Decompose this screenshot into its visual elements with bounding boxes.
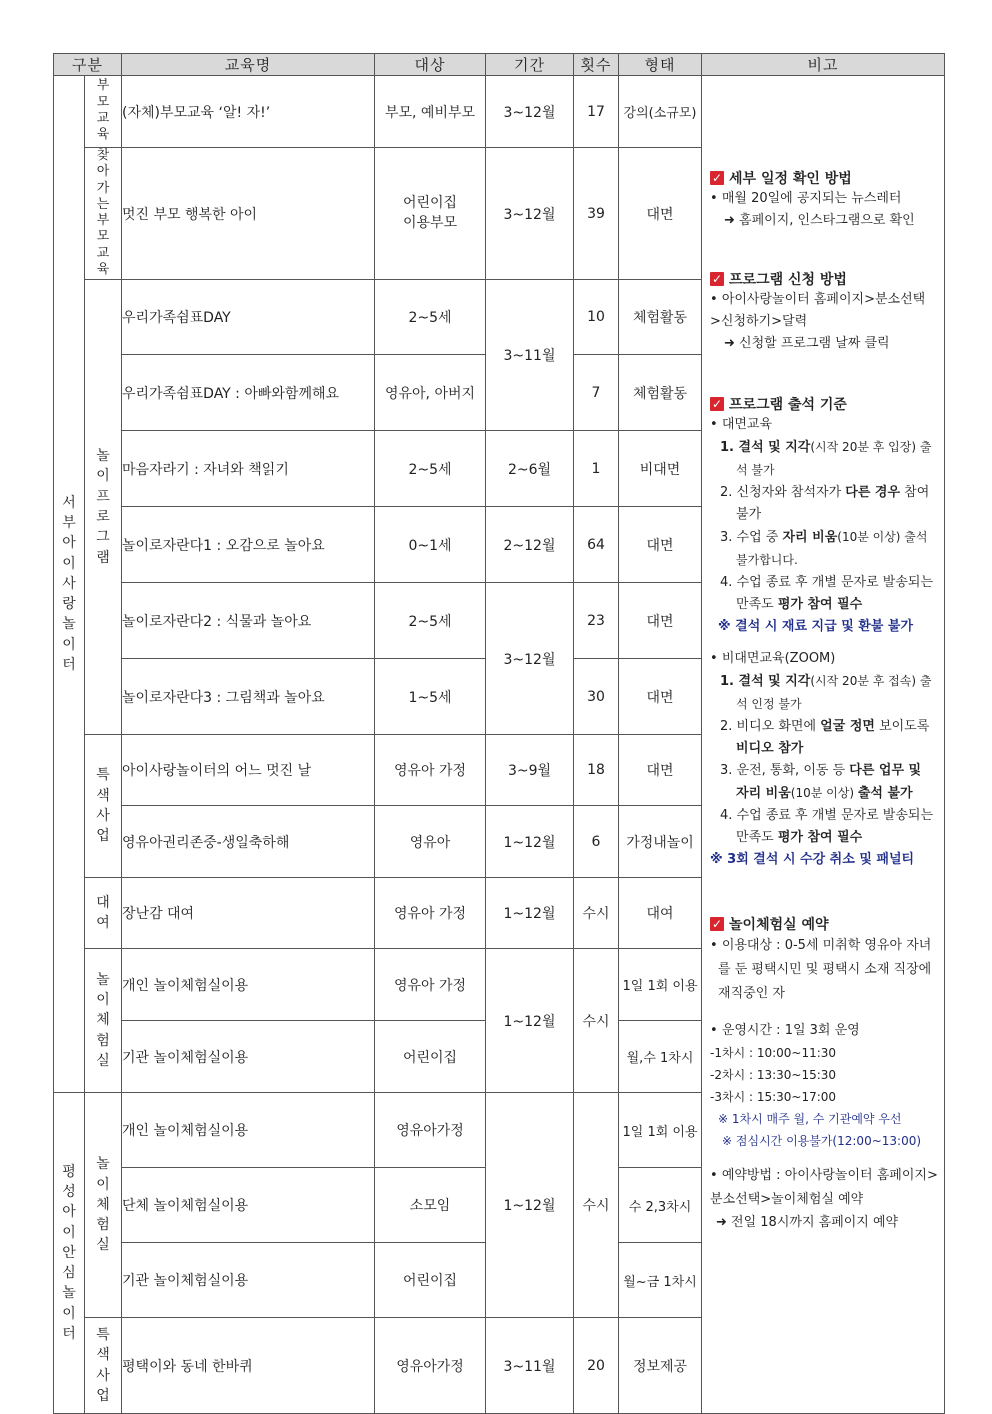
- row-count: 6: [574, 806, 619, 878]
- row-type: 월,수 1차시: [619, 1021, 702, 1093]
- row-count: 30: [574, 659, 619, 735]
- row-name: 우리가족쉼표DAY: [122, 280, 375, 355]
- warning-line: ※ 결석 시 재료 지급 및 환불 불가: [718, 619, 914, 634]
- note-line: -3차시 : 15:30~17:00: [710, 1090, 837, 1104]
- notes-cell: [702, 76, 945, 1414]
- row-type: 강의(소규모): [619, 76, 702, 148]
- note-line: • 이용대상 : 0-5세 미취학 영유아 자녀를 둔 평택시민 및 평택시 소재 직장에 재직중인 자: [710, 938, 932, 1001]
- table-row: [54, 76, 945, 148]
- subgroup-visiting-edu: 찾아가는부모교육: [85, 148, 122, 280]
- row-name: 개인 놀이체험실이용: [122, 1093, 375, 1168]
- notes-section-playroom: [710, 914, 938, 1234]
- row-count: 10: [574, 280, 619, 355]
- row-name: 영유아권리존중-생일축하해: [122, 806, 375, 878]
- row-type: 정보제공: [619, 1318, 702, 1414]
- row-target: 영유아가정: [375, 1318, 486, 1414]
- section-title: 놀이체험실 예약: [729, 917, 829, 933]
- row-period: 3~12월: [486, 148, 574, 280]
- note-line: • 아이사랑놀이터 홈페이지>분소선택: [710, 292, 926, 307]
- row-type: 체험활동: [619, 280, 702, 355]
- row-type: 대면: [619, 507, 702, 583]
- row-type: 대면: [619, 659, 702, 735]
- row-name: 우리가족쉼표DAY : 아빠와함께해요: [122, 355, 375, 431]
- row-name: (자체)부모교육 ‘알! 자!’: [122, 76, 375, 148]
- row-target: 2~5세: [375, 280, 486, 355]
- group-pyeongseong: 평성아이안심놀이터: [54, 1093, 85, 1414]
- row-type: 체험활동: [619, 355, 702, 431]
- check-icon: ✓: [711, 272, 723, 286]
- row-period: 1~12월: [486, 878, 574, 949]
- note-line: • 예약방법 : 아이사랑놀이터 홈페이지>분소선택>놀이체험실 예약: [710, 1168, 938, 1207]
- row-target: 소모임: [375, 1168, 486, 1243]
- note-line: ➜ 홈페이지, 인스타그램으로 확인: [724, 213, 915, 228]
- section-title: 프로그램 출석 기준: [729, 397, 847, 413]
- check-icon: ✓: [711, 917, 723, 931]
- row-target: 어린이집: [375, 1021, 486, 1093]
- section-title: 프로그램 신청 방법: [729, 272, 847, 288]
- row-target: 0~1세: [375, 507, 486, 583]
- row-name: 놀이로자란다3 : 그림책과 놀아요: [122, 659, 375, 735]
- header-count: 횟수: [574, 54, 619, 76]
- note-line: • 비대면교육(ZOOM): [710, 651, 836, 666]
- header-target: 대상: [375, 54, 486, 76]
- row-target: 영유아: [375, 806, 486, 878]
- notes-section-apply: [710, 269, 925, 355]
- notes-section-schedule: [710, 168, 915, 232]
- row-period: 1~12월: [486, 1093, 574, 1318]
- header-period: 기간: [486, 54, 574, 76]
- row-type: 대면: [619, 583, 702, 659]
- row-period: 2~6월: [486, 431, 574, 507]
- row-name: 기관 놀이체험실이용: [122, 1021, 375, 1093]
- header-row: [54, 54, 945, 76]
- subgroup-play-room-2: 놀이체험실: [85, 1093, 122, 1318]
- note-line: -1차시 : 10:00~11:30: [710, 1046, 837, 1060]
- note-line: ➜ 전일 18시까지 홈페이지 예약: [716, 1215, 899, 1230]
- row-count: 20: [574, 1318, 619, 1414]
- check-icon: ✓: [711, 397, 723, 411]
- row-count: 64: [574, 507, 619, 583]
- row-name: 평택이와 동네 한바퀴: [122, 1318, 375, 1414]
- row-period: 3~9월: [486, 735, 574, 806]
- check-icon: ✓: [711, 171, 723, 185]
- row-target: 영유아, 아버지: [375, 355, 486, 431]
- row-count: 18: [574, 735, 619, 806]
- row-period: 2~12월: [486, 507, 574, 583]
- subgroup-special-2: 특색사업: [85, 1318, 122, 1414]
- row-period: 1~12월: [486, 949, 574, 1093]
- row-count: 39: [574, 148, 619, 280]
- header-type: 형태: [619, 54, 702, 76]
- row-type: 월~금 1차시: [619, 1243, 702, 1318]
- row-count: 7: [574, 355, 619, 431]
- section-title: 세부 일정 확인 방법: [729, 171, 852, 187]
- row-name: 마음자라기 : 자녀와 책읽기: [122, 431, 375, 507]
- row-target: 부모, 예비부모: [375, 76, 486, 148]
- header-notes: 비고: [702, 54, 945, 76]
- row-target: 2~5세: [375, 583, 486, 659]
- subgroup-rental: 대여: [85, 878, 122, 949]
- row-period: 3~12월: [486, 76, 574, 148]
- row-count: 17: [574, 76, 619, 148]
- row-target: 영유아가정: [375, 1093, 486, 1168]
- note-line: • 운영시간 : 1일 3회 운영: [710, 1023, 860, 1038]
- row-count: 1: [574, 431, 619, 507]
- row-count: 23: [574, 583, 619, 659]
- header-category: 구분: [54, 54, 122, 76]
- row-type: 수 2,3차시: [619, 1168, 702, 1243]
- row-period: 3~12월: [486, 583, 574, 735]
- row-target: 영유아 가정: [375, 949, 486, 1021]
- row-name: 놀이로자란다1 : 오감으로 놀아요: [122, 507, 375, 583]
- row-type: 대면: [619, 148, 702, 280]
- row-type: 1일 1회 이용: [619, 1093, 702, 1168]
- row-count: 수시: [574, 878, 619, 949]
- row-period: 3~11월: [486, 1318, 574, 1414]
- row-target: 1~5세: [375, 659, 486, 735]
- row-name: 단체 놀이체험실이용: [122, 1168, 375, 1243]
- row-name: 아이사랑놀이터의 어느 멋진 날: [122, 735, 375, 806]
- row-count: 수시: [574, 949, 619, 1093]
- note-line: >신청하기>달력: [710, 314, 808, 329]
- row-target: 영유아 가정: [375, 878, 486, 949]
- row-name: 놀이로자란다2 : 식물과 놀아요: [122, 583, 375, 659]
- row-target: 어린이집: [375, 1243, 486, 1318]
- subgroup-parent-edu: 부모교육: [85, 76, 122, 148]
- warning-line: ※ 1차시 매주 월, 수 기관예약 우선: [718, 1112, 902, 1126]
- row-type: 가정내놀이: [619, 806, 702, 878]
- note-line: • 매월 20일에 공지되는 뉴스레터: [710, 191, 902, 206]
- warning-line: ※ 점심시간 이용불가(12:00~13:00): [722, 1134, 922, 1148]
- row-period: 1~12월: [486, 806, 574, 878]
- row-type: 대면: [619, 735, 702, 806]
- subgroup-special: 특색사업: [85, 735, 122, 878]
- row-count: 수시: [574, 1093, 619, 1318]
- header-name: 교육명: [122, 54, 375, 76]
- subgroup-play-program: 놀이프로그램: [85, 280, 122, 735]
- row-target: 어린이집 이용부모: [375, 148, 486, 280]
- subgroup-play-room: 놀이체험실: [85, 949, 122, 1093]
- row-type: 대여: [619, 878, 702, 949]
- notes-section-attendance: ✓ 프로그램 출석 기준 • 대면교육 1. 결석 및 지각(시작 20분 후 입장) 출석 불가 2. 신청자와 참석자가 다른 경우 참여 불가 3. 수업 중 자리 비움(10분 이상) 출석 불가합니다. 4. 수업 종료 후 개별 문자로 발송되는 만족도 평가 참여 필수 ※ 결석 시 재료 지급 및 환불 불가 • 비대면교육(ZOOM) 1. 결석 및 지각(시작 20분 후 접속) 출석 인정 불가 2. 비디오 화면에 얼굴 정면 보이도록 비디오 참가 3. 운전, 통화, 이동 등 다른 업무 및 자리 비움(10분 이상) 출석 불가 4. 수업 종료 후 개별 문자로 발송되는 만족도 평가 참여 필수 ※ 3회 결석 시 수강 취소 및 패널티: [710, 394, 938, 871]
- note-line: ➜ 신청할 프로그램 날짜 클릭: [724, 336, 890, 351]
- program-table: [53, 53, 945, 1414]
- row-target: 2~5세: [375, 431, 486, 507]
- row-name: 기관 놀이체험실이용: [122, 1243, 375, 1318]
- note-line: • 대면교육: [710, 417, 773, 432]
- group-seobu: 서부아이사랑놀이터: [54, 76, 85, 1093]
- row-period: 3~11월: [486, 280, 574, 431]
- row-type: 비대면: [619, 431, 702, 507]
- row-name: 멋진 부모 행복한 아이: [122, 148, 375, 280]
- row-target: 영유아 가정: [375, 735, 486, 806]
- warning-line: ※ 3회 결석 시 수강 취소 및 패널티: [710, 852, 915, 867]
- row-name: 개인 놀이체험실이용: [122, 949, 375, 1021]
- row-type: 1일 1회 이용: [619, 949, 702, 1021]
- note-line: -2차시 : 13:30~15:30: [710, 1068, 837, 1082]
- row-name: 장난감 대여: [122, 878, 375, 949]
